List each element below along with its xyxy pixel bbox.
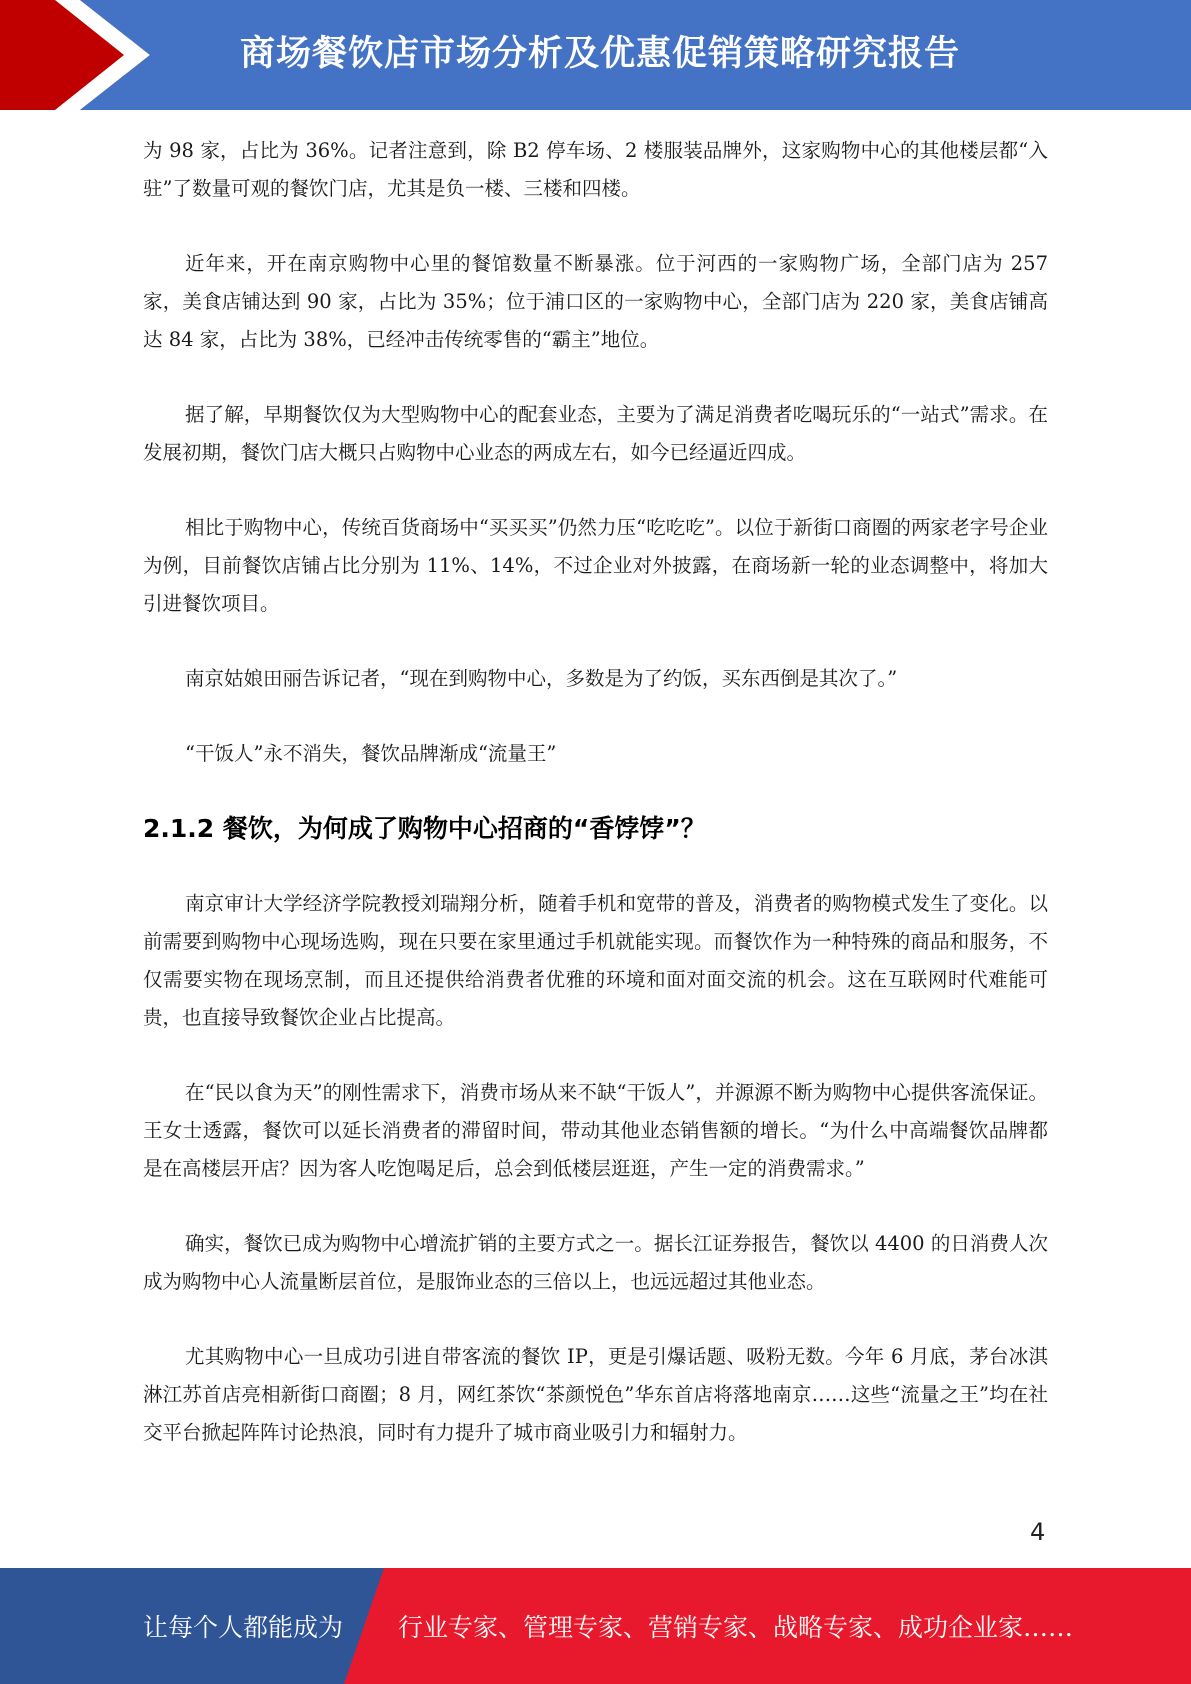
report-title: 商场餐饮店市场分析及优惠促销策略研究报告 [240, 34, 961, 74]
section-heading: 2.1.2 餐饮，为何成了购物中心招商的“香饽饽”？ [143, 814, 706, 843]
footer-slogan-right: 行业专家、管理专家、营销专家、战略专家、成功企业家…… [398, 1613, 1074, 1642]
paragraph: 确实，餐饮已成为购物中心增流扩销的主要方式之一。据长江证券报告，餐饮以 4400 的日消费人次成为购物中心人流量断层首位，是服饰业态的三倍以上，也远远超过其他业态。 [143, 1232, 1048, 1293]
page-header [0, 0, 1191, 110]
document-body [143, 132, 1048, 1489]
paragraph: 南京姑娘田丽告诉记者，“现在到购物中心，多数是为了约饭，买东西倒是其次了。” [185, 667, 898, 690]
paragraph: 在“民以食为天”的刚性需求下，消费市场从来不缺“干饭人”，并源源不断为购物中心提供客流保证。王女士透露，餐饮可以延长消费者的滞留时间，带动其他业态销售额的增长。“为什么中高端餐饮品牌都是在高楼层开店？因为客人吃饱喝足后，总会到低楼层逛逛，产生一定的消费需求。” [143, 1081, 1048, 1180]
paragraph: 近年来，开在南京购物中心里的餐馆数量不断暴涨。位于河西的一家购物广场，全部门店为 257 家，美食店铺达到 90 家，占比为 35%；位于浦口区的一家购物中心，全部门店为 220 家，美食店铺高达 84 家，占比为 38%，已经冲击传统零售的“霸主”地位。 [143, 252, 1048, 351]
paragraph: 据了解，早期餐饮仅为大型购物中心的配套业态，主要为了满足消费者吃喝玩乐的“一站式”需求。在发展初期，餐饮门店大概只占购物中心业态的两成左右，如今已经逼近四成。 [143, 403, 1048, 464]
paragraph: “干饭人”永不消失，餐饮品牌渐成“流量王” [185, 742, 557, 765]
header-arrow-decoration [0, 0, 200, 110]
paragraph: 尤其购物中心一旦成功引进自带客流的餐饮 IP，更是引爆话题、吸粉无数。今年 6 月底，茅台冰淇淋江苏首店亮相新街口商圈；8 月，网红茶饮“茶颜悦色”华东首店将落地南京……这些“流量之王”均在社交平台掀起阵阵讨论热浪，同时有力提升了城市商业吸引力和辐射力。 [143, 1345, 1048, 1444]
page-number: 4 [1030, 1518, 1046, 1546]
paragraph: 相比于购物中心，传统百货商场中“买买买”仍然力压“吃吃吃”。以位于新街口商圈的两家老字号企业为例，目前餐饮店铺占比分别为 11%、14%，不过企业对外披露，在商场新一轮的业态调整中，将加大引进餐饮项目。 [143, 516, 1048, 615]
footer-slogan-left: 让每个人都能成为 [143, 1613, 344, 1642]
paragraph: 南京审计大学经济学院教授刘瑞翔分析，随着手机和宽带的普及，消费者的购物模式发生了变化。以前需要到购物中心现场选购，现在只要在家里通过手机就能实现。而餐饮作为一种特殊的商品和服务，不仅需要实物在现场烹制，而且还提供给消费者优雅的环境和面对面交流的机会。这在互联网时代难能可贵，也直接导致餐饮企业占比提高。 [143, 892, 1048, 1029]
paragraph: 为 98 家，占比为 36%。记者注意到，除 B2 停车场、2 楼服装品牌外，这家购物中心的其他楼层都“入驻”了数量可观的餐饮门店，尤其是负一楼、三楼和四楼。 [143, 139, 1048, 200]
page-footer [0, 1568, 1191, 1684]
